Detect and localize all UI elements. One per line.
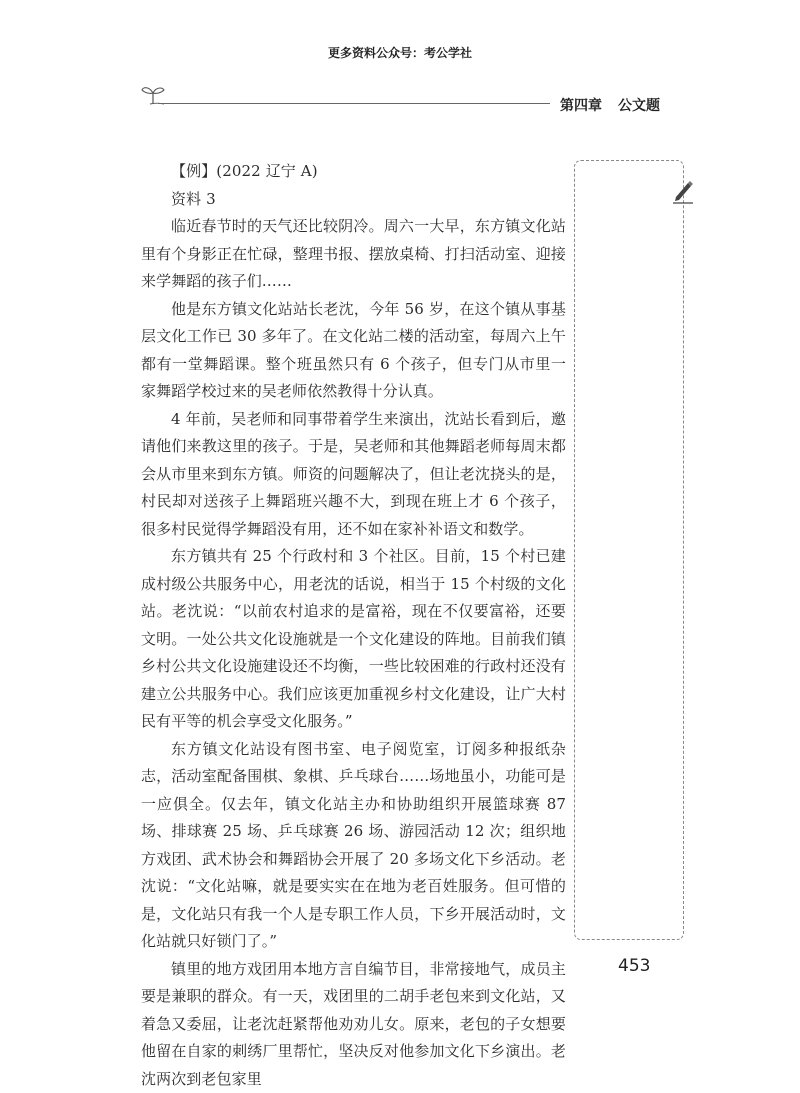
material-label: 资料 3 bbox=[141, 186, 566, 214]
chapter-header bbox=[560, 95, 660, 115]
top-banner: 更多资料公众号：考公学社 bbox=[0, 44, 800, 61]
example-tag: 【例】(2022 辽宁 A) bbox=[141, 158, 566, 186]
paragraph: 4 年前，吴老师和同事带着学生来演出，沈站长看到后，邀请他们来教这里的孩子。于是，吴老师和其他舞蹈老师每周末都会从市里来到东方镇。师资的问题解决了，但让老沈挠头的是，村民却对送孩子上舞蹈班兴趣不大，到现在班上才 6 个孩子，很多村民觉得学舞蹈没有用，还不如在家补补语文和数学。 bbox=[141, 406, 566, 544]
pencil-icon bbox=[670, 178, 696, 204]
paragraph: 他是东方镇文化站站长老沈，今年 56 岁，在这个镇从事基层文化工作已 30 多年了。在文化站二楼的活动室，每周六上午都有一堂舞蹈课。整个班虽然只有 6 个孩子，但专门从市里一家舞蹈学校过来的吴老师依然教得十分认真。 bbox=[141, 296, 566, 406]
section-label: 公文题 bbox=[618, 98, 660, 114]
page-number: 453 bbox=[618, 956, 650, 976]
main-content bbox=[141, 158, 566, 1093]
notes-box bbox=[574, 160, 684, 940]
header-rule bbox=[158, 103, 550, 104]
paragraph: 临近春节时的天气还比较阴冷。周六一大早，东方镇文化站里有个身影正在忙碌，整理书报、摆放桌椅、打扫活动室、迎接来学舞蹈的孩子们…… bbox=[141, 213, 566, 296]
paragraph: 镇里的地方戏团用本地方言自编节目，非常接地气，成员主要是兼职的群众。有一天，戏团里的二胡手老包来到文化站，又着急又委屈，让老沈赶紧帮他劝劝儿女。原来，老包的子女想要他留在自家的刺绣厂里帮忙，坚决反对他参加文化下乡演出。老沈两次到老包家里 bbox=[141, 956, 566, 1093]
paragraph: 东方镇共有 25 个行政村和 3 个社区。目前，15 个村已建成村级公共服务中心，用老沈的话说，相当于 15 个村级的文化站。老沈说：“以前农村追求的是富裕，现在不仅要富裕，还要文明。一处公共文化设施就是一个文化建设的阵地。目前我们镇乡村公共文化设施建设还不均衡，一些比较困难的行政村还没有建立公共服务中心。我们应该更加重视乡村文化建设，让广大村民有平等的机会享受文化服务。” bbox=[141, 543, 566, 736]
chapter-label: 第四章 bbox=[560, 98, 602, 114]
paragraph: 东方镇文化站设有图书室、电子阅览室，订阅多种报纸杂志，活动室配备围棋、象棋、乒乓球台……场地虽小，功能可是一应俱全。仅去年，镇文化站主办和协助组织开展篮球赛 87 场、排球赛 25 场、乒乓球赛 26 场、游园活动 12 次；组织地方戏团、武术协会和舞蹈协会开展了 20 多场文化下乡活动。老沈说：“文化站嘛，就是要实实在在地为老百姓服务。但可惜的是，文化站只有我一个人是专职工作人员，下乡开展活动时，文化站就只好锁门了。” bbox=[141, 736, 566, 956]
